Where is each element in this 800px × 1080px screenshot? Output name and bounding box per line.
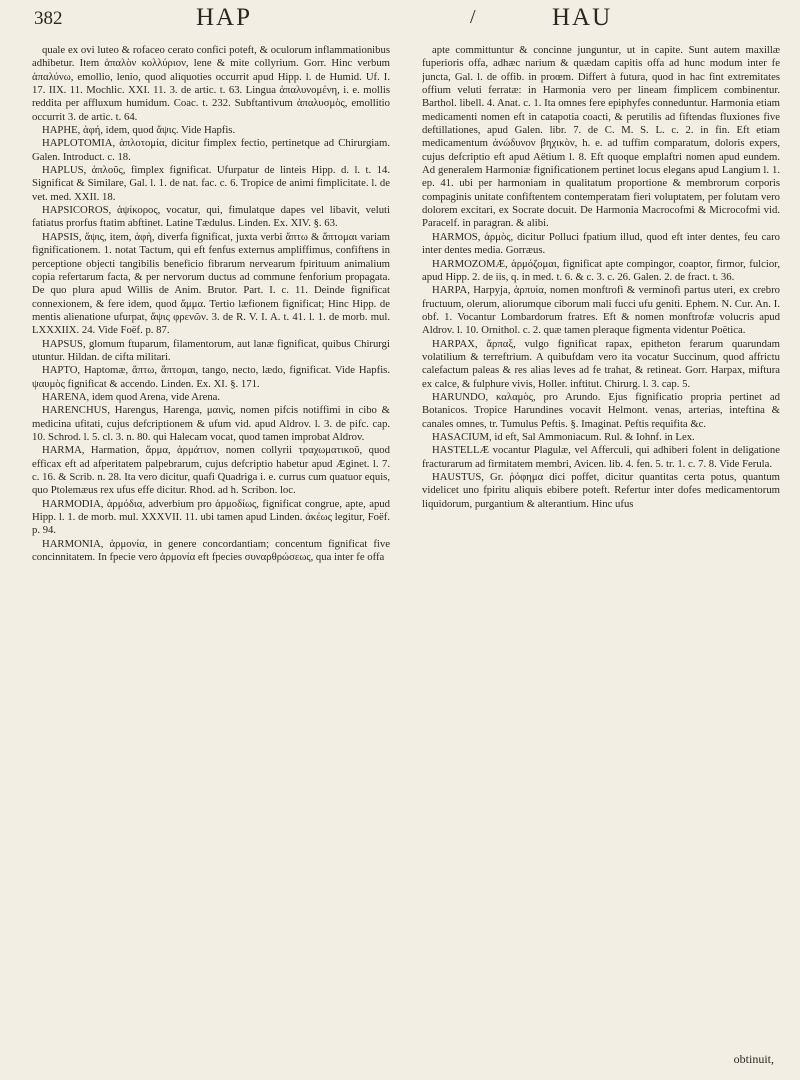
entry-paragraph: HAPHE, ἁφή, idem, quod ἅψις. Vide Hapfis. (42, 124, 236, 137)
entry-paragraph: quale ex ovi luteo & rofaceo cerato confici poteft, & oculorum inflammationibus adhibetur. Item ἁπαλὸν κολλύριον, lene & mite collyrium. Gorr. Hinc verbum ἁπαλύνω, emollio, lenio, quod aliquoties occurrit apud Hipp. l. de Humid. Uf. I. 17. IIX. 11. Mochlic. XXI. 11. 3. de artic. t. 63. Lingua ἁπαλυνομένη, i. e. mollis reddita per affluxum humidum. Coac. t. 232. Subftantivum ἁπαλυσμὸς, emollitio occurrit 3. de artic. t. 64. (32, 44, 390, 123)
entry-paragraph: HARPA, Harpyja, ἁρπυία, nomen monftrofi & verminofi partus uteri, ex crebro fructuum, olerum, aliorumque ciborum mali fucci ufu geniti. Ephem. N. Cur. An. I. obf. 1. Vocantur Lombardorum fratres. Eft & nomen monftrofæ volucris apud Aldrov. l. 10. Ornithol. c. 2. quæ tamen pleraque figmenta videntur Poëtica. (422, 284, 780, 337)
catchword: obtinuit, (733, 1052, 774, 1066)
entry-paragraph: HASACIUM, id eft, Sal Ammoniacum. Rul. & Iohnf. in Lex. (432, 430, 695, 443)
entry-paragraph: HARMODIA, ἁρμόδια, adverbium pro ἁρμοδίως, fignificat congrue, apte, apud Hipp. l. 1. de morb. mul. XXXVII. 11. ubi tamen apud Linden. ἀκέως legitur, Foëf. p. 94. (32, 497, 390, 537)
entry-paragraph: HARUNDO, καλαμὸς, pro Arundo. Ejus fignificatio propria pertinet ad Botanicos. Tropice Harundines vocavit Helmont. venas, arterias, inteftina & canales omnes, tr. Tumulus Peftis. §. Imaginat. Peftis requifita &c. (422, 390, 780, 430)
entry-paragraph: HARPAX, ἅρπαξ, vulgo fignificat rapax, epitheton ferarum quarundam volatilium & terreftrium. A quibufdam vero ita vocatur Succinum, quod affrictu calefactum paleas & res alias leves ad fe trahat, & retineat. Gorr. Harpax, miftura ex calce, & fulphure vivis, Holler. inftitut. Chirurg. l. 3. cap. 5. (422, 337, 780, 390)
left-column (32, 44, 390, 1074)
entry-paragraph: HARMONIA, ἁρμονία, in genere concordantiam; concentum fignificat five concinnitatem. In fpecie vero ἁρμονία eft fpecies συναρθρώσεως, qua inter fe offa (32, 537, 390, 564)
entry-paragraph: HARMA, Harmation, ἅρμα, ἁρμάτιον, nomen collyrii τραχωματικοῦ, quod efficax eft ad afperitatem palpebrarum, cujus defcriptio habetur apud Æginet. l. 7. c. 16. & Scrib. n. 28. Ita vero dicitur, quafi Quadriga i. e. currus cum quatuor equis, quo Ptolemæus rex ufus effe dicitur. Rhod. ad h. Scribon. loc. (32, 444, 390, 497)
entry-paragraph: HASTELLÆ vocantur Plagulæ, vel Afferculi, qui adhiberi folent in deligatione fracturarum ad firmitatem membri, Avicen. lib. 4. fen. 5. tr. 1. c. 7. 8. Vide Ferula. (422, 444, 780, 470)
entry-paragraph: HAPSIS, ἅψις, item, ἁφὴ, diverfa fignificat, juxta verbi ἅπτω & ἅπτομαι variam fignificationem. 1. notat Tactum, qui eft fenfus externus ampliffimus, confiftens in perceptione objecti tangibilis beneficio fibrarum nervearum fpirituum animalium copia refertarum facta, & per nervorum ductus ad commune fenforium propagata. De quo plura apud Willis de Anim. Brutor. Part. I. c. 11. Deinde fignificat connexionem, & fere idem, quod ἅμμα. Tertio læfionem fignificat; Hinc Hipp. de mentis alienatione ufurpat, ἅψις φρενῶν. 3. de R. V. I. A. t. 41. l. 1. de morb. mul. LXXXIIX. 24. Vide Foëf. p. 87. (32, 230, 390, 337)
entry-paragraph: HAUSTUS, Gr. ῥόφημα dici poffet, dicitur quantitas certa potus, quantum videlicet uno fpiritu aliquis ebibere poteft. Refertur inter dofes medicamentorum liquidorum, purgantium & alterantium. Hinc ufus (422, 471, 780, 510)
entry-paragraph: HARENCHUS, Harengus, Harenga, μαινὶς, nomen pifcis notiffimi in cibo & medicina ufitati, cujus defcriptionem & ufum vid. apud Aldrov. l. 3. de pifc. cap. 10. Schrod. l. 5. cl. 3. n. 80. qui Halecam vocat, quod tamen improbat Aldrov. (32, 404, 390, 443)
entry-paragraph: HARMOZOMÆ, ἁρμόζομαι, fignificat apte compingor, coaptor, firmor, fulcior, apud Hipp. 2. de iis, q. in med. t. 6. & c. 3. c. 26. Galen. 2. de fract. t. 36. (422, 257, 780, 283)
left-heading: HAP (196, 4, 253, 31)
text-columns (32, 44, 782, 1074)
right-heading: HAU (552, 4, 613, 31)
entry-paragraph: HARENA, idem quod Arena, vide Arena. (42, 390, 221, 403)
entry-paragraph: HAPSICOROS, ἁψίκορος, vocatur, qui, fimulatque dapes vel libavit, veluti fatiatus prorfus ftatim abftinet. Latine Tædulus. Linden. Ex. XIV. §. 63. (32, 204, 390, 230)
entry-paragraph: HARMOS, ἁρμὸς, dicitur Polluci fpatium illud, quod eft inter dentes, feu caro inter dentes media. Gorræus. (422, 230, 780, 257)
page-number: 382 (34, 8, 63, 29)
entry-paragraph: HAPTO, Haptomæ, ἅπτω, ἅπτομαι, tango, necto, lædo, fignificat. Vide Hapfis. ψαυμὸς fignificat & accendo. Linden. Ex. XI. §. 171. (32, 364, 390, 390)
entry-paragraph: HAPLOTOMIA, ἁπλοτομία, dicitur fimplex fectio, pertinetque ad Chirurgiam. Galen. Introduct. c. 18. (32, 137, 390, 163)
right-column (422, 44, 780, 1074)
running-header (0, 0, 800, 44)
entry-paragraph: apte committuntur & concinne junguntur, ut in capite. Sunt autem maxillæ fuperioris offa, adhæc narium & quædam capitis offa ad hunc modum inter fe juncta, Gal. l. de offib. in proœm. Differt à futura, quod in hac fint extremitates offium veluti ferratæ: in Harmonia vero per lineam fimplicem combinentur. Barthol. libell. 4. Anat. c. 1. Ita omnes fere epiphyfes conneduntur. Harmonia etiam medicamenti nomen eft in catapotia coacti, & perutilis ad fiftendas fluxiones five deftillationes, apud Galen. libr. 7. de C. M. S. L. c. 2. in fin. Eft etiam medicamentum ἀνώδυνον βηχικὸν, h. e. ad tuffim comparatum, doloris expers, cujus defcriptio eft apud Aëtium l. 8. Eft quoque emplaftri nomen apud eundem. Ad generalem Harmoniæ fignificationem pertinet locus elegans apud Langium l. 1. ep. 41. ubi per harmoniam in qualitatum proportione & membrorum corporis compaginis unitate confiftentem contemperatam fieri voluptatem, per folutam vero dolorem excitari, ex Socrate docuit. De Harmonia Macrocofmi & Microcofmi vid. Paracelf. in paragran. & alibi. (422, 44, 780, 230)
entry-paragraph: HAPSUS, glomum ftuparum, filamentorum, aut lanæ fignificat, quibus Chirurgi utuntur. Hildan. de cifta militari. (32, 337, 390, 363)
header-mark: / (470, 6, 478, 28)
entry-paragraph: HAPLUS, ἁπλοῦς, fimplex fignificat. Ufurpatur de linteis Hipp. d. l. t. 14. Significat & Similare, Gal. l. 1. de nat. fac. c. 6. Tropice de animi fimplicitate. l. de vet. med. XXII. 18. (32, 164, 390, 203)
